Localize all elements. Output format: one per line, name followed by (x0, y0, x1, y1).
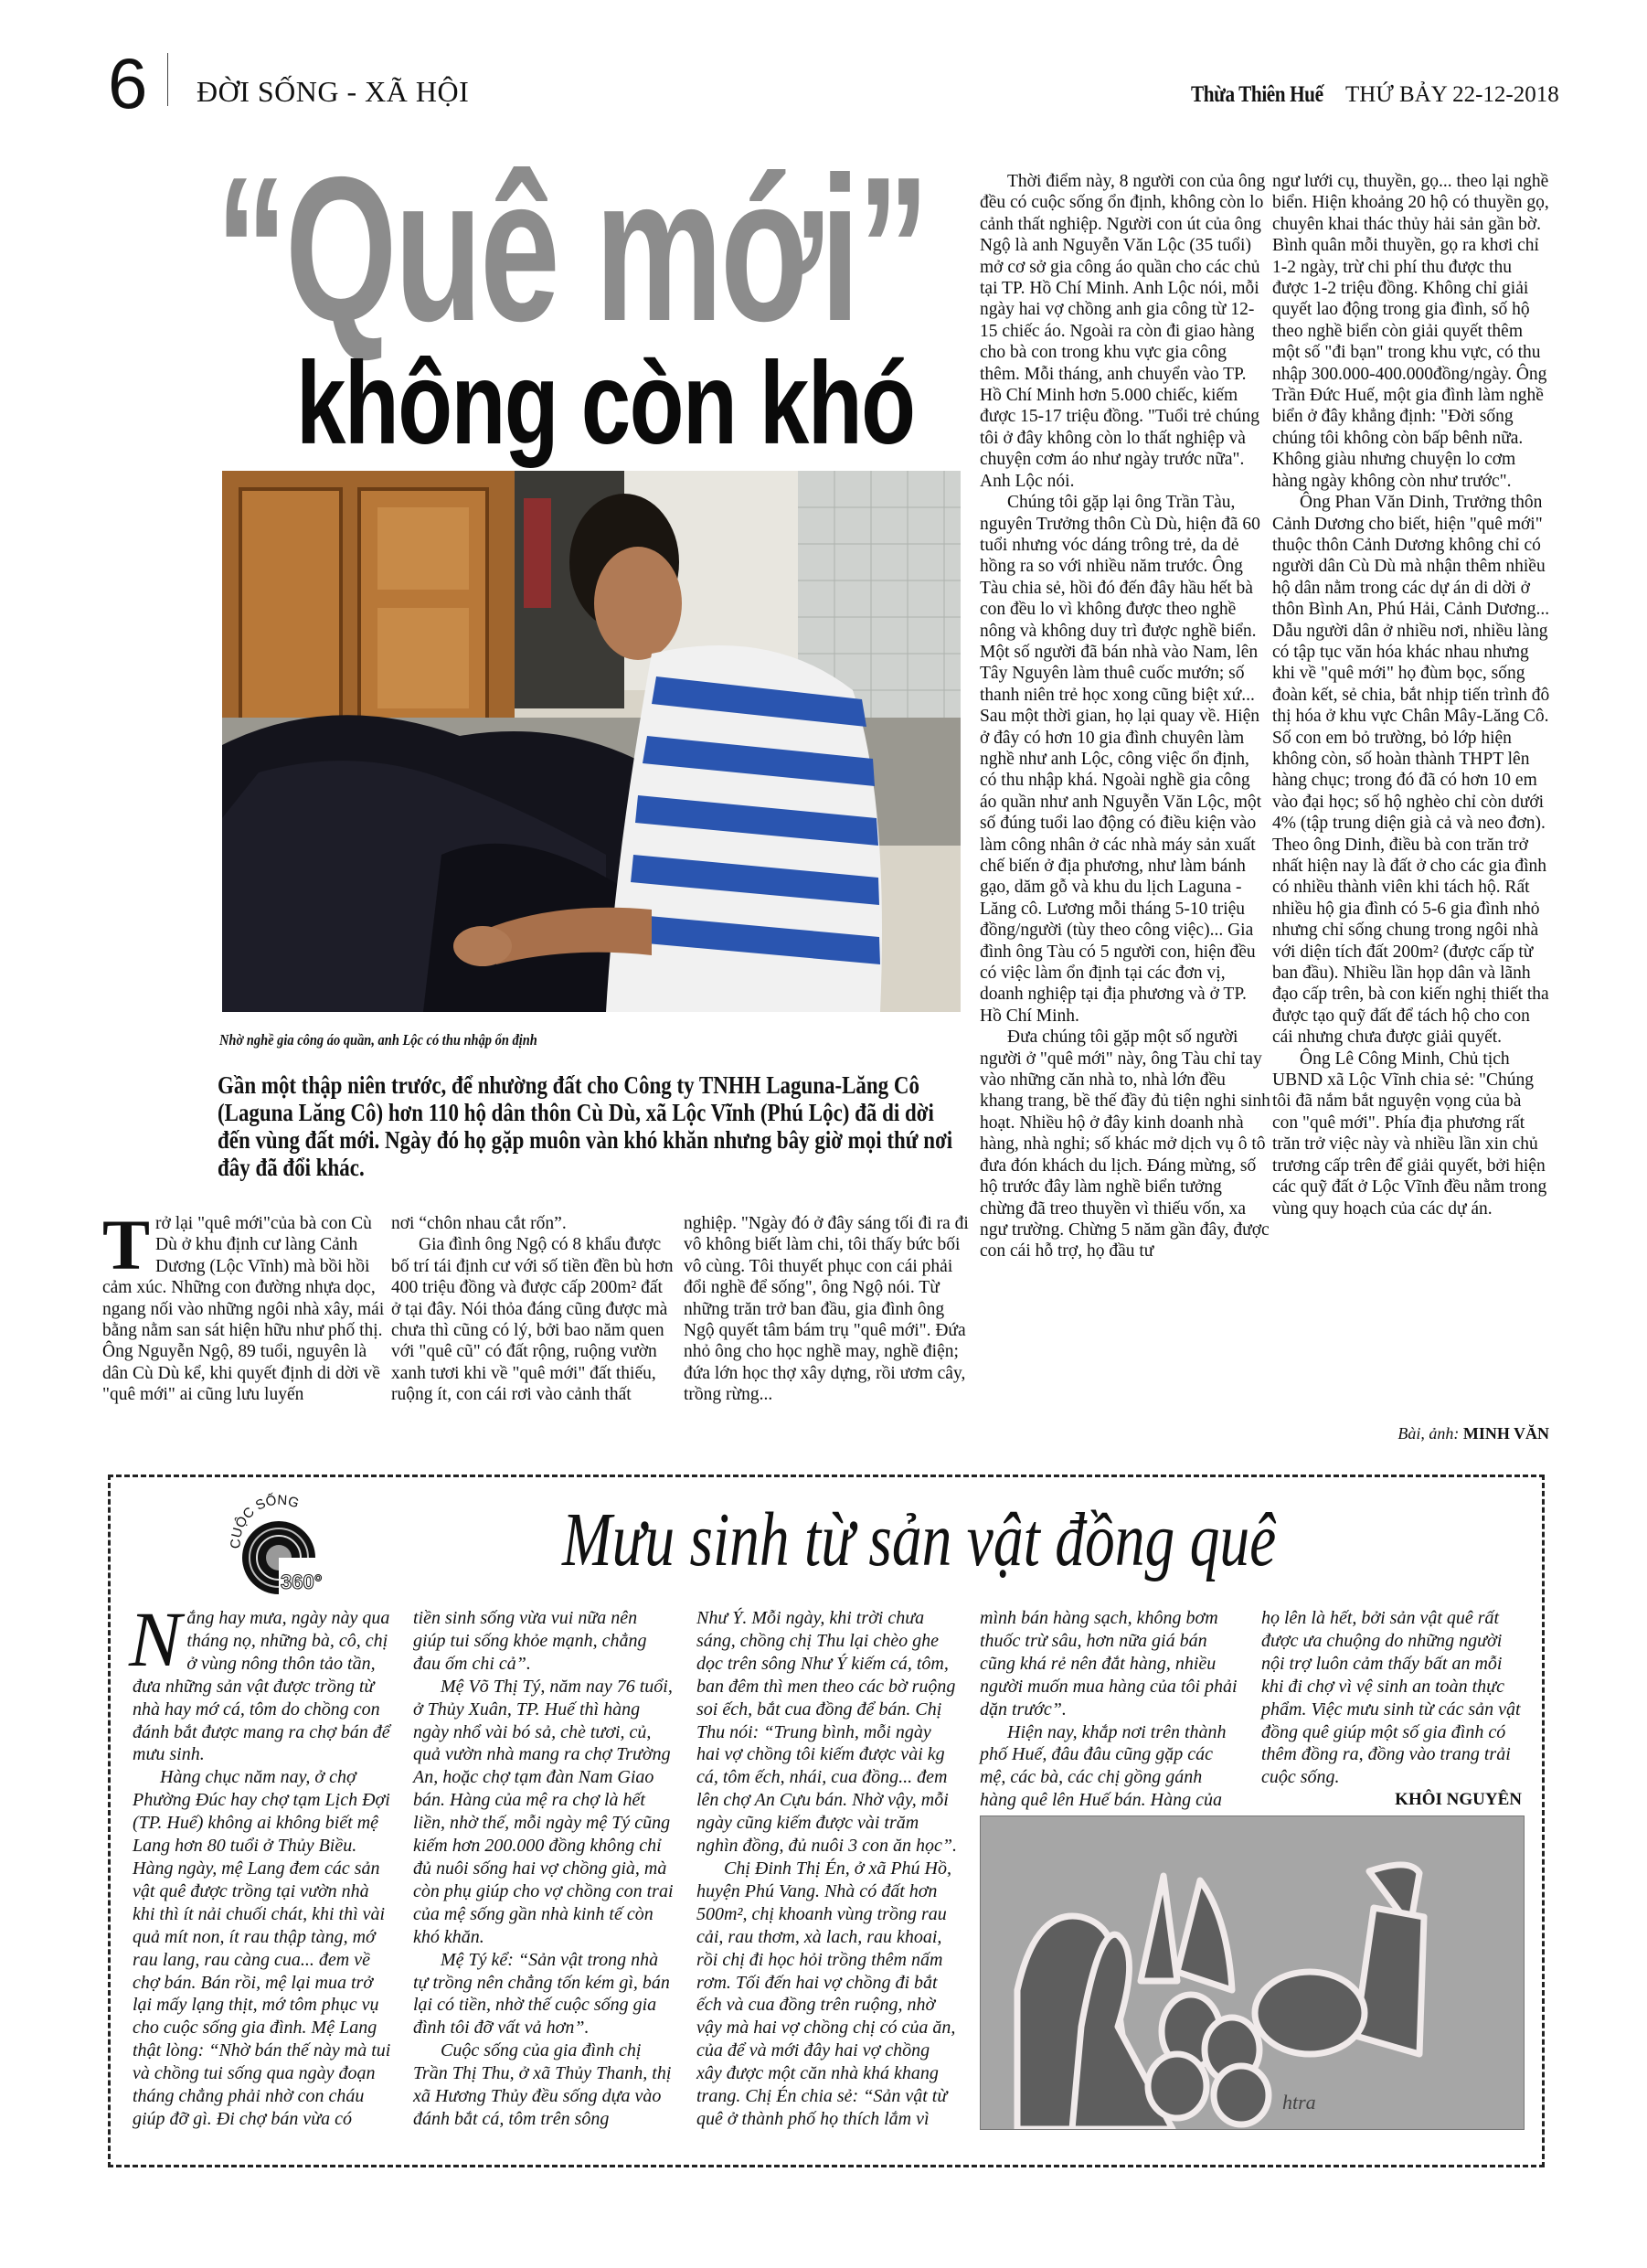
article-paragraph (980, 1607, 1240, 1721)
page-number: 6 (108, 43, 148, 123)
paragraph-text: Cuộc sống của gia đình chị Trần Thị Thu, ở xã Thủy Thanh, thị xã Hương Thủy đều sống dựa vào đánh bắt cá, tôm trên sông (413, 2040, 672, 2129)
cuoc-song-360-logo (224, 1492, 334, 1602)
article-paragraph (391, 1213, 675, 1234)
article-byline (1298, 1424, 1549, 1443)
article-paragraph (1261, 1607, 1522, 1789)
paragraph-text: Thời điểm này, 8 người con của ông đều có cuộc sống ổn định, không còn lo cảnh thất nghiệp. Người con út của ông Ngộ là anh Nguyễn Văn Lộc (35 tuổi) mở cơ sở gia công áo quần cho các chủ tại TP. Hồ Chí Minh. Anh Lộc nói, mỗi ngày hai vợ chồng anh gia công từ 12-15 chiếc áo. Ngoài ra còn đi giao hàng cho bà con trong khu vực gia công thêm. Mỗi tháng, anh chuyển vào TP. Hồ Chí Minh hơn 5.000 chiếc, kiếm được 15-17 triệu đồng. "Tuổi trẻ chúng tôi ở đây không còn lo thất nghiệp và chuyện cơm áo như ngày trước nữa". Anh Lộc nói. (980, 172, 1266, 491)
paragraph-text: ngư lưới cụ, thuyền, gọ... theo lại nghề biển. Hiện khoảng 20 hộ có thuyền gọ, chuyên khai thác thủy hải sản gần bờ. Bình quân mỗi thuyền, gọ ra khơi chỉ 1-2 ngày, trừ chi phí thu được thu được 1-2 triệu đồng. Không chỉ giải quyết lao động trong gia đình, số hộ theo nghề biển còn giải quyết thêm một số "đi bạn" trong khu vực, có thu nhập 300.000-400.000đồng/ngày. Ông Trần Đức Huế, một gia đình làm nghề biển ở đây khẳng định: "Đời sống chúng tôi không còn bấp bênh nữa. Không giàu nhưng chuyện lo cơm hàng ngày không còn như trước". (1272, 172, 1549, 491)
feature-column-3 (696, 1607, 957, 2131)
article-paragraph (413, 1676, 674, 1949)
paragraph-text: nơi “chôn nhau cắt rốn”. (391, 1214, 567, 1233)
illustration-signature: htra (1282, 2091, 1316, 2114)
section-title: ĐỜI SỐNG - XÃ HỘI (197, 75, 470, 108)
article-paragraph (413, 2039, 674, 2131)
paragraph-text: ắng hay mưa, ngày này qua tháng nọ, những bà, cô, chị ở vùng nông thôn tảo tần, đưa những sản vật được trồng từ nhà hay mớ cá, tôm do chồng con đánh bắt được mang ra chợ bán để mưu sinh. (133, 1608, 390, 1765)
article-column-2 (391, 1213, 675, 1406)
drop-cap: N (129, 1595, 182, 1683)
byline-prefix: Bài, ảnh: (1397, 1424, 1460, 1443)
feature-column-1 (129, 1595, 393, 2131)
article-paragraph (1272, 492, 1551, 1049)
issue-date: THỨ BẢY 22-12-2018 (1345, 82, 1559, 107)
feature-byline: KHÔI NGUYÊN (1395, 1790, 1522, 1809)
feature-column-2 (413, 1607, 674, 2131)
paragraph-text: rở lại "quê mới"của bà con Cù Dù ở khu định cư làng Cảnh Dương (Lộc Vĩnh) mà bồi hồi cảm xúc. Những con đường nhựa dọc, ngang nối vào những ngôi nhà xây, mái bằng nằm san sát hiện hữu như phố thị. Ông Nguyễn Ngộ, 89 tuổi, nguyên là dân Cù Dù kể, khi quyết định di dời về "quê mới" ai cũng lưu luyến (102, 1214, 385, 1405)
byline-author: MINH VĂN (1462, 1424, 1549, 1443)
paragraph-text: Mệ Tý kể: “Sản vật trong nhà tự trồng nên chẳng tốn kém gì, bán lại có tiền, nhờ thế cuộc sống gia đình tôi đỡ vất vả hơn”. (413, 1949, 670, 2039)
article-paragraph (102, 1205, 386, 1406)
article-paragraph (696, 1607, 957, 1858)
paragraph-text: Hàng chục năm nay, ở chợ Phường Đúc hay chợ tạm Lịch Đợi (TP. Huế) không ai không biết mệ Lang hơn 80 tuổi ở Thủy Biều. Hàng ngày, mệ Lang đem các sản vật quê được trồng tại vườn nhà khi thì ít nải chuối chát, khi thì vài quả mít non, ít rau thập tàng, mớ rau lang, rau càng cua... đem về chợ bán. Bán rồi, mệ lại mua trở lại mấy lạng thịt, mớ tôm phục vụ cho cuộc sống gia đình. Mệ Lang thật lòng: “Nhờ bán thế này mà tui và chồng tui sống qua ngày đoạn tháng chẳng phải nhờ con cháu giúp đỡ gì. Đi chợ bán vừa có (133, 1767, 391, 2129)
paragraph-text: nghiệp. "Ngày đó ở đây sáng tối đi ra đi vô không biết làm chi, tôi thấy bức bối vô cùng. Tôi thuyết phục con cái phải đổi nghề để sống", ông Ngộ nói. Từ những trăn trở ban đầu, gia đình ông Ngộ quyết tâm bám trụ "quê mới". Đứa nhỏ ông cho học nghề may, nghề điện; đứa lớn học thợ xây dựng, rồi ươm cây, trồng rừng... (684, 1214, 969, 1405)
article-paragraph (980, 171, 1270, 492)
article-column-1 (102, 1205, 386, 1406)
article-column-5 (1272, 171, 1551, 1219)
feature-column-4 (980, 1607, 1240, 1812)
paragraph-text: Hiện nay, khắp nơi trên thành phố Huế, đâu đâu cũng gặp các mệ, các bà, các chị gồng gánh hàng quê lên Huế bán. Hàng của (980, 1721, 1227, 1811)
paragraph-text: Đưa chúng tôi gặp một số người người ở "quê mới" này, ông Tàu chỉ tay vào những căn nhà to, nhà lớn đều khang trang, bề thế đầy đủ tiện nghi sinh hoạt. Nhiều hộ ở đây kinh doanh nhà hàng, nhà nghỉ; số khác mở dịch vụ ô tô đưa đón khách du lịch. Đáng mừng, số hộ trước đây làm nghề biển tưởng chừng đã treo thuyền vì thiếu vốn, xa ngư trường. Chừng 5 năm gần đây, được con cái hỗ trợ, họ đầu tư (980, 1028, 1270, 1262)
market-women-illustration (980, 1815, 1525, 2130)
paragraph-text: Như Ý. Mỗi ngày, khi trời chưa sáng, chồng chị Thu lại chèo ghe dọc trên sông Như Ý kiếm cá, tôm, ban đêm thì men theo các bờ ruộng soi ếch, bắt cua đồng để bán. Chị Thu nói: “Trung bình, mỗi ngày hai vợ chồng tôi kiếm được vài kg cá, tôm ếch, nhái, cua đồng... đem lên chợ An Cựu bán. Nhờ vậy, mỗi ngày cũng kiếm được vài trăm nghìn đồng, đủ nuôi 3 con ăn học”. (696, 1608, 957, 1857)
article-paragraph (413, 1949, 674, 2040)
feature-title: Mưu sinh từ sản vật đồng quê (562, 1497, 1277, 1582)
newspaper-name: Thừa Thiên Huế (1191, 82, 1323, 107)
paragraph-text: mình bán hàng sạch, không bơm thuốc trừ sâu, hơn nữa giá bán cũng khá rẻ nên đắt hàng, nhiều người muốn mua hàng của tôi phải dặn trước”. (980, 1608, 1238, 1720)
article-paragraph (980, 1027, 1270, 1262)
lead-paragraph: Gần một thập niên trước, để nhường đất cho Công ty TNHH Laguna-Lăng Cô (Laguna Lăng Cô) hơn 110 hộ dân thôn Cù Dù, xã Lộc Vĩnh (Phú Lộc) đã di dời đến vùng đất mới. Ngày đó họ gặp muôn vàn khó khăn nhưng bây giờ mọi thứ nơi đây đã đổi khác. (218, 1071, 953, 1181)
article-paragraph (391, 1234, 675, 1405)
paragraph-text: Ông Lê Công Minh, Chủ tịch UBND xã Lộc Vĩnh chia sẻ: "Chúng tôi đã nắm bắt nguyện vọng của bà con "quê mới". Phía địa phương rất trăn trở việc này và nhiều lần xin chủ trương cấp trên để giải quyết, bởi hiện các quỹ đất ở Lộc Vĩnh đều nằm trong vùng quy hoạch của các dự án. (1272, 1049, 1547, 1219)
article-paragraph (413, 1607, 674, 1676)
paragraph-text: Chị Đinh Thị Én, ở xã Phú Hồ, huyện Phú Vang. Nhà có đất hơn 500m², chị khoanh vùng trồng rau cải, rau thơm, xà lach, rau khoai, rồi chị đi học hỏi trồng thêm nấm rơm. Tối đến hai vợ chồng đi bắt ếch và cua đồng trên ruộng, nhờ vậy mà hai vợ chồng chị có của ăn, của để và mới đây hai vợ chồng xây được một căn nhà khá khang trang. Chị Én chia sẻ: “Sản vật từ quê ở thành phố họ thích lắm vì (696, 1858, 956, 2129)
headline-line-1: “Quê mới” (216, 133, 928, 364)
article-paragraph (133, 1766, 393, 2131)
headline-line-2: không còn khó (296, 338, 915, 469)
paragraph-text: Ông Phan Văn Dinh, Trưởng thôn Cảnh Dương cho biết, hiện "quê mới" thuộc thôn Cảnh Dương không chỉ có người dân Cù Dù mà nhận thêm nhiều hộ dân nằm trong các dự án di dời ở thôn Bình An, Phú Hải, Cảnh Dương... Dẫu người dân ở nhiều nơi, nhiều làng có tập tục văn hóa khác nhau nhưng khi về "quê mới" họ đùm bọc, sống đoàn kết, sẻ chia, bắt nhịp tiến trình đô thị hóa ở khu vực Chân Mây-Lăng Cô. Số con em bỏ trường, bỏ lớp hiện không còn, số hoàn thành THPT lên hàng chục; trong đó đã có hơn 10 em vào đại học; số hộ nghèo chỉ còn dưới 4% (tập trung diện già cả và neo đơn). Theo ông Dinh, điều bà con trăn trở nhất hiện nay là đất ở cho các gia đình có nhiều thành viên khi tách hộ. Rất nhiều hộ gia đình có 5-6 gia đình nhỏ nhưng chỉ sống chung trong ngôi nhà với diện tích đất 200m² (được cấp từ ban đầu). Nhiều lần họp dân và lãnh đạo cấp trên, bà con kiến nghị thiết tha được tạo quỹ đất để tách hộ cho con cái nhưng chưa được giải quyết. (1272, 493, 1550, 1048)
article-paragraph (1272, 171, 1551, 492)
article-paragraph (980, 1721, 1240, 1813)
article-photo (222, 471, 961, 1012)
paragraph-text: Gia đình ông Ngộ có 8 khẩu được bố trí tái định cư với số tiền đền bù hơn 400 triệu đồng và được cấp 200m² đất ở tại đây. Nói thỏa đáng cũng được mà chưa thì cũng có lý, bởi bao năm quen với "quê cũ" có đất rộng, ruộng vườn xanh tươi khi về "quê mới" đất thiếu, ruộng ít, con cái rơi vào cảnh thất (391, 1235, 674, 1405)
feature-column-5 (1261, 1607, 1522, 1789)
paragraph-text: họ lên là hết, bởi sản vật quê rất được ưa chuộng do những người nội trợ luôn cảm thấy bất an mỗi khi đi chợ vì vệ sinh an toàn thực phẩm. Việc mưu sinh từ các sản vật đồng quê giúp một số gia đình có thêm đồng ra, đồng vào trang trải cuộc sống. (1261, 1608, 1521, 1788)
photo-caption: Nhờ nghề gia công áo quần, anh Lộc có thu nhập ổn định (219, 1031, 537, 1049)
header-divider (167, 53, 168, 106)
article-paragraph (684, 1213, 972, 1406)
logo-text-bottom: 360° (281, 1571, 323, 1593)
paragraph-text: Chúng tôi gặp lại ông Trần Tàu, nguyên Trưởng thôn Cù Dù, hiện đã 60 tuổi nhưng vóc dáng trông trẻ, da dẻ hồng ra so với nhiều năm trước. Ông Tàu chia sẻ, hồi đó đến đây hầu hết bà con đều lo vì không được theo nghề nông và không duy trì được nghề biển. Một số người đã bán nhà vào Nam, lên Tây Nguyên làm thuê cuốc mướn; số thanh niên trẻ học xong cũng biệt xứ... Sau một thời gian, họ lại quay về. Hiện ở đây có hơn 10 gia đình chuyên làm nghề như anh Lộc, công việc ổn định, có thu nhập khá. Ngoài nghề gia công áo quần như anh Nguyễn Văn Lộc, một số đúng tuổi lao động có điều kiện vào làm công nhân ở các nhà máy sản xuất chế biến ở địa phương, như làm bánh gạo, dăm gỗ và khu du lịch Laguna -Lăng cô. Lương mỗi tháng 5-10 triệu đồng/người (tùy theo công việc)... Gia đình ông Tàu có 5 người con, hiện đều có việc làm ổn định tại các đơn vị, doanh nghiệp tại địa phương và ở TP. Hồ Chí Minh. (980, 493, 1262, 1026)
logo-text-top: CUỘC SỐNG (228, 1492, 302, 1549)
article-paragraph (129, 1595, 393, 1766)
paragraph-text: tiền sinh sống vừa vui nữa nên giúp tui sống khỏe mạnh, chẳng đau ốm chi cả”. (413, 1608, 647, 1674)
article-paragraph (1272, 1049, 1551, 1219)
article-paragraph (980, 492, 1270, 1027)
paragraph-text: Mệ Võ Thị Tý, năm nay 76 tuổi, ở Thủy Xuân, TP. Huế thì hàng ngày nhổ vài bó sả, chè tươi, củ, quả vườn nhà mang ra chợ Trường An, hoặc chợ tạm đàn Nam Giao bán. Hàng của mệ ra chợ là hết liền, nhờ thế, mỗi ngày mệ Tý cũng kiếm hơn 200.000 đồng không chỉ đủ nuôi sống hai vợ chồng già, mà còn phụ giúp cho vợ chồng con trai của mệ sống gần nhà kinh tế còn khó khăn. (413, 1676, 674, 1947)
article-column-3 (684, 1213, 972, 1406)
article-column-4 (980, 171, 1270, 1262)
article-paragraph (696, 1858, 957, 2131)
drop-cap: T (102, 1205, 151, 1284)
